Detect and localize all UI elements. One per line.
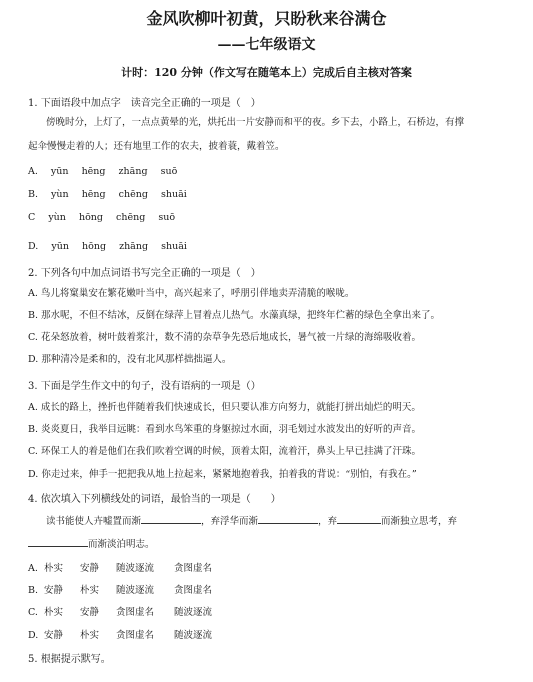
option-word: 贪图虚名 [116,607,155,618]
option-word: 安静 [80,563,100,574]
q1-stem: 1. 下面语段中加点字 读音完全正确的一项是（ ） [28,98,261,109]
sentence-part: 而渐独立思考，弃 [381,516,458,527]
sentence-part: ，弃 [318,516,338,527]
pinyin: chēng [118,189,148,200]
q3-option-d[interactable]: D. 你走过来，伸手一把把我从地上拉起来，紧紧地抱着我，拍着我的背说：“别怕，有我在。” [28,469,417,480]
option-word: 随波逐流 [116,585,155,596]
option-word: 贪图虚名 [116,630,155,641]
q1-option-c[interactable] [28,212,185,223]
option-letter: B. [28,189,39,200]
q3-option-c[interactable]: C. 环保工人的着是他们在我们吹着空调的时候，顶着太阳，流着汗，鼻头上早已挂满了汗珠。 [28,446,421,457]
pinyin: suō [158,212,176,223]
pinyin: yùn [51,189,69,200]
pinyin: yūn [51,241,69,252]
option-letter: C [28,212,36,223]
option-word: 随波逐流 [174,630,213,641]
option-word: 贪图虚名 [174,563,213,574]
pinyin: yūn [50,166,69,177]
pinyin: yùn [48,212,66,223]
answer-blank[interactable] [28,538,88,547]
option-word: 安静 [44,630,64,641]
timing-note: 计时：120 分钟（作文写在随笔本上）完成后自主核对答案 [121,66,412,79]
answer-blank[interactable] [258,515,318,524]
page-title: 金风吹柳叶初黄，只盼秋来谷满仓 [146,9,387,28]
q4-option-b[interactable] [28,582,232,596]
option-letter: D. [28,630,39,641]
page-subtitle: ——七年级语文 [217,37,316,53]
q1-option-d[interactable] [28,241,197,252]
option-letter: C. [28,607,38,618]
option-letter: A. [28,166,38,177]
q4-stem: 4. 依次填入下列横线处的词语，最恰当的一项是（ ） [28,494,281,505]
q2-option-d[interactable]: D. 那种清冷是柔和的，没有北风那样拙拙逼人。 [28,354,232,365]
sentence-part: 而渐淡泊明志。 [88,539,155,550]
q4-option-a[interactable] [28,560,232,574]
pinyin: zhāng [118,166,148,177]
pinyin: zhāng [119,241,149,252]
q1-passage-line1: 傍晚时分，上灯了，一点点黄晕的光，烘托出一片安静而和平的夜。乡下去，小路上，石桥边，有撑 [46,117,465,128]
q4-option-c[interactable] [28,604,232,618]
option-letter: A. [28,563,38,574]
pinyin: hēng [81,166,106,177]
option-word: 随波逐流 [174,607,213,618]
pinyin: hēng [81,189,106,200]
q4-sentence-line2 [28,536,155,550]
q4-option-d[interactable] [28,627,232,641]
q3-stem: 3. 下面是学生作文中的句子，没有语病的一项是（） [28,381,261,392]
option-word: 贪图虚名 [174,585,213,596]
option-word: 朴实 [44,563,64,574]
pinyin: hōng [81,241,107,252]
pinyin: chēng [116,212,146,223]
q2-option-b[interactable]: B. 那水呢，不但不结冰，反倒在绿萍上冒着点儿热气。水藻真绿，把终年伫蓄的绿色全拿出来了。 [28,310,441,321]
sentence-part: ，弃浮华而渐 [201,516,259,527]
option-letter: D. [28,241,39,252]
q3-option-a[interactable]: A. 成长的路上，挫折也伴随着我们快速成长，但只要认准方向努力，就能打拼出灿烂的明天。 [28,402,421,413]
option-word: 朴实 [80,630,100,641]
option-word: 安静 [44,585,64,596]
q2-stem: 2. 下列各句中加点词语书写完全正确的一项是（ ） [28,268,261,279]
q1-option-a[interactable] [28,166,187,177]
q1-passage-line2: 起伞慢慢走着的人；还有地里工作的农夫，披着蓑，戴着笠。 [28,141,285,152]
sentence-part: 读书能使人卉嘘置而渐 [46,516,142,527]
option-word: 朴实 [44,607,64,618]
q2-option-c[interactable]: C. 花朵怒放着，树叶鼓着浆汁，数不清的杂草争先恐后地成长，暑气被一片绿的海绵吸收着。 [28,332,421,343]
pinyin: shuāi [161,241,187,252]
q3-option-b[interactable]: B. 炎炎夏日，我举目远眺：看到水鸟笨重的身躯掠过水面，羽毛划过水波发出的好听的声音。 [28,424,422,435]
pinyin: hōng [78,212,103,223]
q5-stem: 5. 根据提示默写。 [28,654,111,665]
q2-option-a[interactable]: A. 鸟儿将窠巢安在繁花嫩叶当中，高兴起来了，呼朋引伴地卖弄清脆的喉咙。 [28,288,355,299]
q1-option-b[interactable] [28,189,197,200]
q4-sentence-line1 [46,513,457,527]
answer-blank[interactable] [337,515,381,524]
pinyin: suō [160,166,178,177]
option-letter: B. [28,585,39,596]
pinyin: shuāi [160,189,187,200]
option-word: 安静 [80,607,100,618]
option-word: 朴实 [80,585,100,596]
option-word: 随波逐流 [116,563,155,574]
answer-blank[interactable] [141,515,201,524]
